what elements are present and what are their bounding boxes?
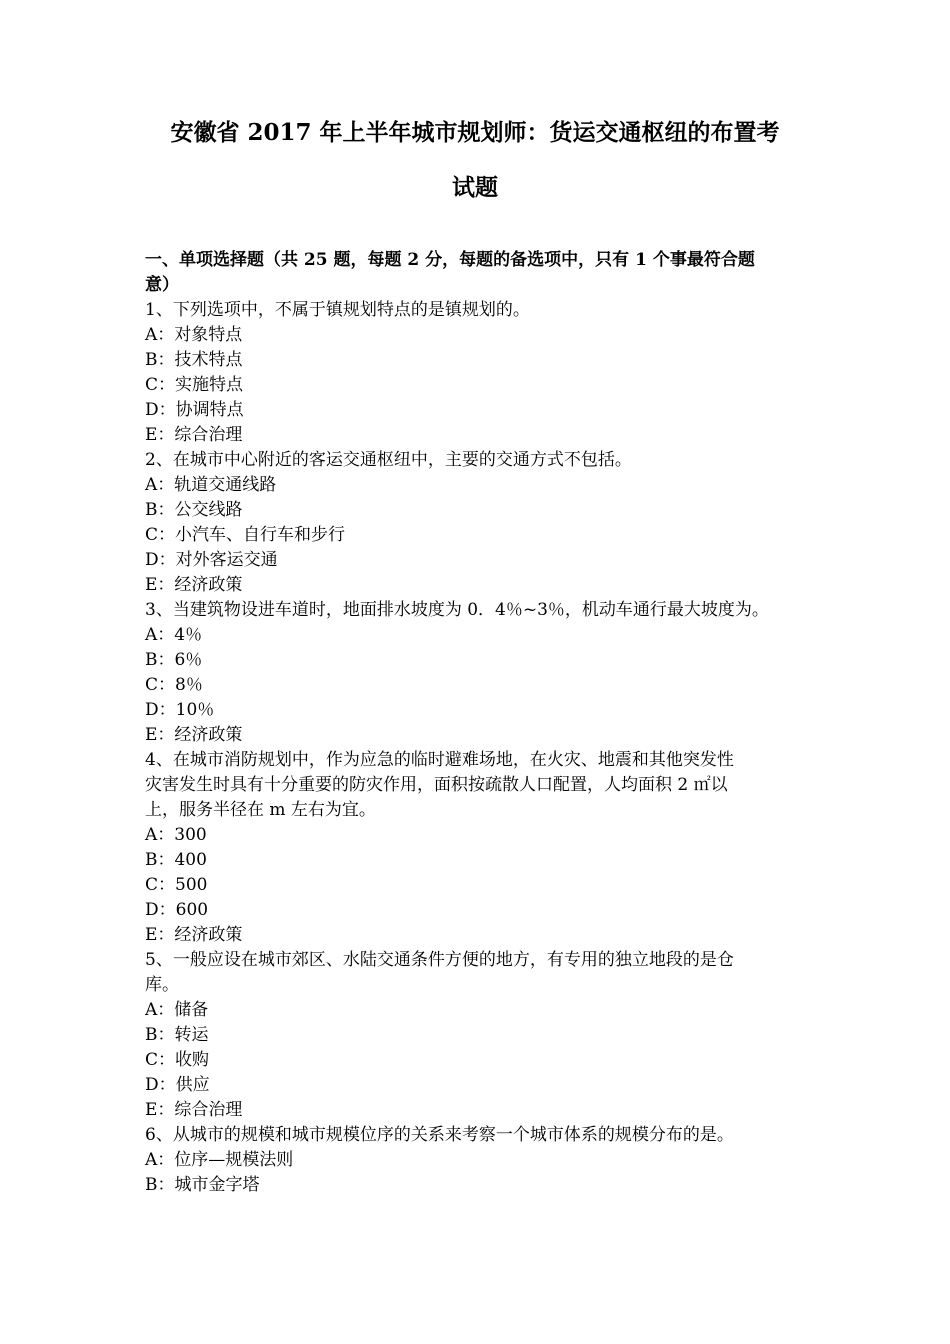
- question-6-option-a: A：位序—规模法则: [145, 1150, 294, 1170]
- question-5-option-c: C：收购: [145, 1050, 210, 1070]
- question-1-option-d: D：协调特点: [145, 400, 244, 420]
- section-heading-line-1: 一、单项选择题（共 25 题，每题 2 分，每题的备选项中，只有 1 个事最符合题: [145, 250, 755, 270]
- question-4-option-e: E：经济政策: [145, 925, 243, 945]
- document-title-line-1: 安徽省 2017 年上半年城市规划师：货运交通枢纽的布置考: [170, 119, 780, 146]
- question-4-option-c: C：500: [145, 875, 208, 895]
- question-3-stem: 3、当建筑物设进车道时，地面排水坡度为 0．4％~3％，机动车通行最大坡度为。: [145, 600, 769, 620]
- question-3-option-e: E：经济政策: [145, 725, 243, 745]
- question-1-option-b: B：技术特点: [145, 350, 243, 370]
- question-4-stem-line-1: 4、在城市消防规划中，作为应急的临时避难场地，在火灾、地震和其他突发性: [145, 750, 734, 770]
- question-2-option-a: A：轨道交通线路: [145, 475, 277, 495]
- question-2-stem: 2、在城市中心附近的客运交通枢纽中，主要的交通方式不包括。: [145, 450, 632, 470]
- question-3-option-c: C：8％: [145, 675, 203, 695]
- question-2-option-c: C：小汽车、自行车和步行: [145, 525, 346, 545]
- question-5-option-e: E：综合治理: [145, 1100, 243, 1120]
- question-3-option-b: B：6％: [145, 650, 203, 670]
- question-5-option-d: D：供应: [145, 1075, 210, 1095]
- section-heading-line-2: 意）: [145, 275, 179, 295]
- question-2-option-d: D：对外客运交通: [145, 550, 278, 570]
- question-2-option-e: E：经济政策: [145, 575, 243, 595]
- document-body: [145, 248, 810, 1198]
- question-4-option-d: D：600: [145, 900, 209, 920]
- question-4-stem-line-2: 灾害发生时具有十分重要的防灾作用，面积按疏散人口配置，人均面积 2 ㎡以: [145, 775, 728, 795]
- question-4-option-a: A：300: [145, 825, 207, 845]
- question-1-option-c: C：实施特点: [145, 375, 244, 395]
- document-title-line-2: 试题: [452, 174, 498, 201]
- question-1-option-a: A：对象特点: [145, 325, 243, 345]
- question-1-option-e: E：综合治理: [145, 425, 243, 445]
- question-2-option-b: B：公交线路: [145, 500, 243, 520]
- question-1-stem: 1、下列选项中，不属于镇规划特点的是镇规划的。: [145, 300, 530, 320]
- question-6-stem: 6、从城市的规模和城市规模位序的关系来考察一个城市体系的规模分布的是。: [145, 1125, 734, 1145]
- question-4-stem-line-3: 上，服务半径在 m 左右为宜。: [145, 800, 376, 820]
- question-6-option-b: B：城市金字塔: [145, 1175, 260, 1195]
- question-5-option-a: A：储备: [145, 1000, 209, 1020]
- question-5-option-b: B：转运: [145, 1025, 209, 1045]
- question-4-option-b: B：400: [145, 850, 207, 870]
- question-5-stem-line-2: 库。: [145, 975, 179, 995]
- question-3-option-a: A：4％: [145, 625, 203, 645]
- question-5-stem-line-1: 5、一般应设在城市郊区、水陆交通条件方便的地方，有专用的独立地段的是仓: [145, 950, 734, 970]
- question-3-option-d: D：10％: [145, 700, 215, 720]
